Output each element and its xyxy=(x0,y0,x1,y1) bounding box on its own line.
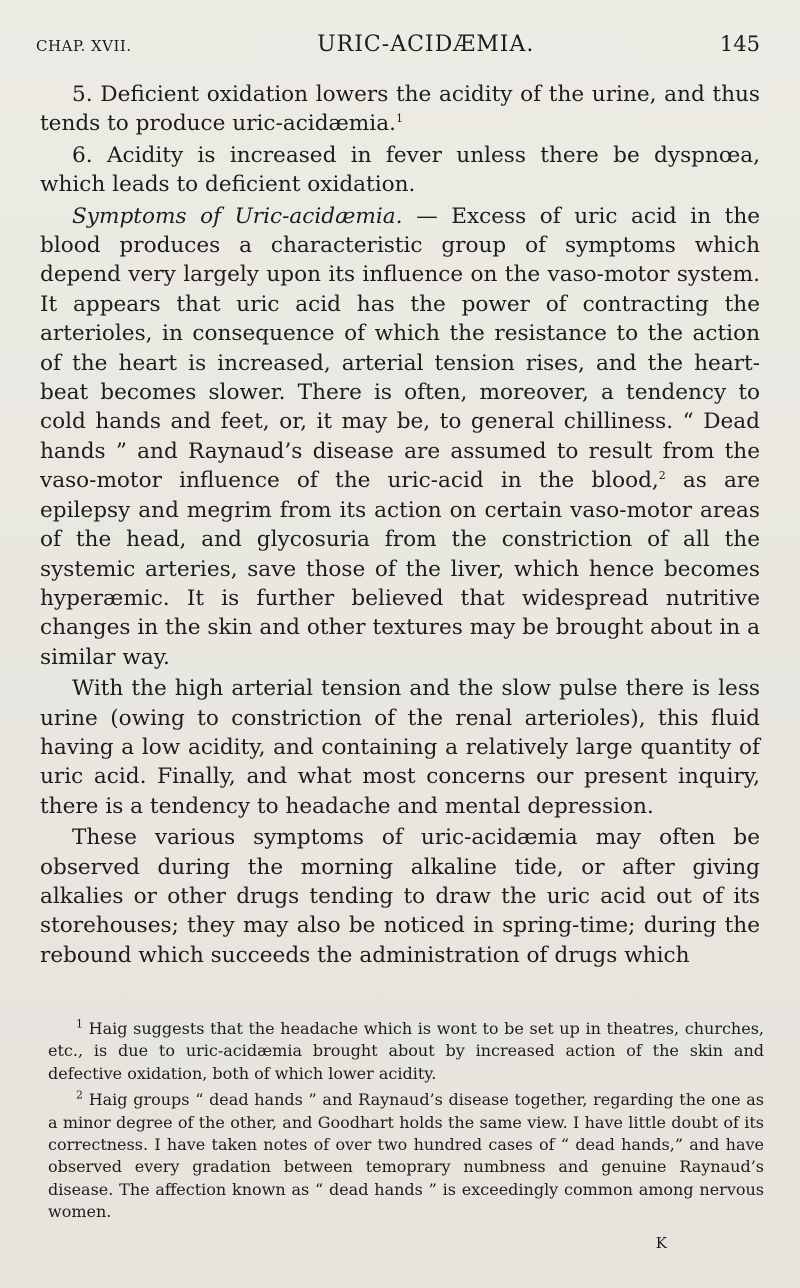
paragraph-text: as are epilepsy and megrim from its action on certain vaso-motor areas of the head, and glycosuria from the constriction of all the systemic arteries, save those of the liver, which hence becomes hyperæmic. It is further believed that widespread nutritive changes in the skin and other textures may be brought about in a similar way. xyxy=(40,468,760,670)
footnote-ref: 1 xyxy=(395,112,403,126)
section-heading: Symptoms of Uric-acidæmia. xyxy=(72,203,403,229)
chapter-label: CHAP. XVII. xyxy=(36,37,132,55)
footnote-ref: 2 xyxy=(658,469,666,483)
running-head xyxy=(36,32,760,64)
paragraph-text: 5. Deficient oxidation lowers the acidity of the urine, and thus tends to produce uric-acidæmia. xyxy=(40,82,760,137)
footnote-text: Haig groups “ dead hands ” and Raynaud’s disease together, regarding the one as a minor degree of the other, and Goodhart holds the same view. I have little doubt of its correctness. I have taken notes of over two hundred cases of “ dead hands,” and have observed every gradation between temoprary numbness and genuine Raynaud’s disease. The affection known as “ dead hands ” is exceedingly common among nervous women. xyxy=(48,1090,764,1222)
page-title: URIC-ACIDÆMIA. xyxy=(317,32,535,57)
paragraph-point-6: 6. Acidity is increased in fever unless there be dyspnœa, which leads to deficient oxidation. xyxy=(40,142,760,198)
paragraph-point-5 xyxy=(40,80,760,139)
paragraph-symptoms xyxy=(40,202,760,673)
signature-mark: K xyxy=(655,1234,668,1252)
paragraph-text: — Excess of uric acid in the blood produces a characteristic group of symptoms which depend very largely upon its influence on the vaso-motor system. It appears that uric acid has the power of contracting the arterioles, in consequence of which the resistance to the action of the heart is increased, arterial tension rises, and the heart-beat becomes slower. There is often, moreover, a tendency to cold hands and feet, or, it may be, to general chilliness. “ Dead hands ” and Raynaud’s disease are assumed to result from the vaso-motor influence of the uric-acid in the blood, xyxy=(40,203,761,494)
page-number: 145 xyxy=(719,32,760,56)
footnote-2 xyxy=(48,1089,764,1223)
footnotes xyxy=(48,1018,764,1224)
footnote-1 xyxy=(48,1018,764,1085)
footnote-marker: 1 xyxy=(76,1017,83,1031)
footnote-marker: 2 xyxy=(76,1088,83,1102)
paragraph-various-symptoms: These various symptoms of uric-acidæmia may often be observed during the morning alkaline tide, or after giving alkalies or other drugs tending to draw the uric acid out of its storehouses; they may also be noticed in spring-time; during the rebound which succeeds the administration of drugs which xyxy=(40,825,760,968)
body-text xyxy=(40,80,760,970)
paragraph-arterial-tension: With the high arterial tension and the slow pulse there is less urine (owing to constriction of the renal arterioles), this fluid having a low acidity, and containing a relatively large quantity of uric acid. Finally, and what most concerns our present inquiry, there is a tendency to headache and mental depression. xyxy=(40,676,760,819)
footnote-text: Haig suggests that the headache which is wont to be set up in theatres, churches, etc., is due to uric-acidæmia brought about by increased action of the skin and defective oxidation, both of which lower acidity. xyxy=(48,1019,764,1083)
